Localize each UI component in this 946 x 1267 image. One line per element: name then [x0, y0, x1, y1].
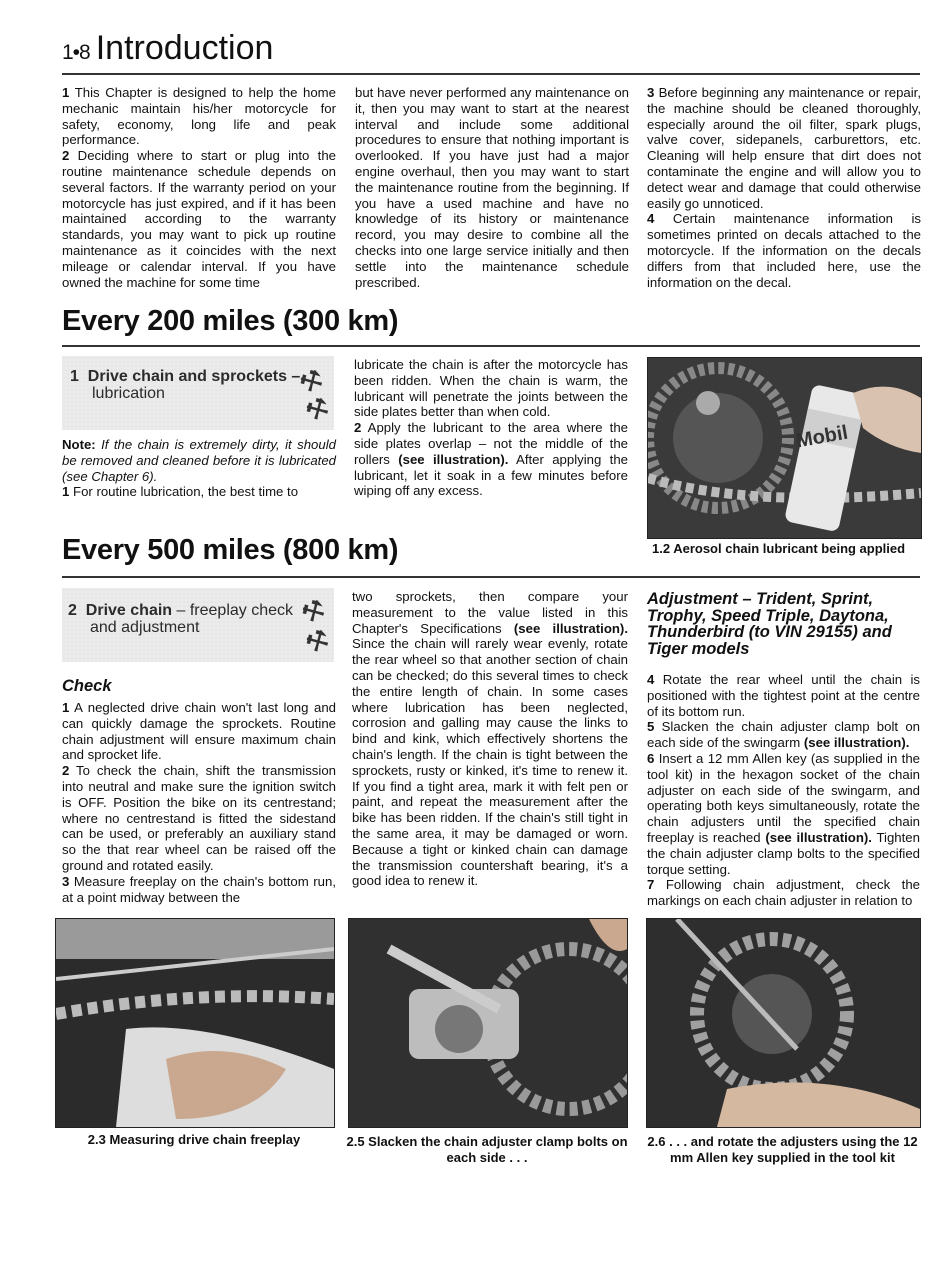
- task-1-title: 1 Drive chain and sprockets –: [70, 368, 301, 385]
- adjust-paragraph-7: 7 Following chain adjustment, check the markings on each chain adjuster in relation to: [647, 877, 920, 909]
- intro-paragraph-4: 4 Certain maintenance information is sometimes printed on decals attached to the motorcycle. If the information on the decals differs from that included here, use the information on the decal.: [647, 211, 921, 290]
- section-heading-500-miles: Every 500 miles (800 km): [62, 534, 399, 566]
- photo-slacken-clamp-bolts: [348, 918, 628, 1128]
- spanner-rating-icon-2: ⚒: [299, 390, 336, 428]
- section-heading-200-miles: Every 200 miles (300 km): [62, 305, 399, 337]
- page-number: 1•8: [62, 41, 90, 64]
- section1-paragraph-1: 1 For routine lubrication, the best time to: [62, 484, 299, 500]
- section2-column-3: [647, 672, 920, 909]
- task-2-title: 2 Drive chain – freeplay check: [68, 602, 294, 619]
- check-paragraph-2: 2 To check the chain, shift the transmission into neutral and make sure the ignition switch is OFF. Position the bike on its centrestand; where no centrestand is fitted the sidestand can be used, or preferably an auxiliary stand so the that rear wheel can be raised off the ground and rotated easily.: [62, 763, 336, 873]
- spanner-rating-icon: ⚒: [293, 362, 330, 400]
- section2-column-1: [62, 700, 336, 905]
- spanner-rating-icon-3: ⚒: [295, 592, 332, 630]
- intro-paragraph-1: 1 This Chapter is designed to help the home mechanic maintain his/her motorcycle for safety, economy, long life and peak performance.: [62, 85, 336, 148]
- photo-rotate-adjusters: [646, 918, 921, 1128]
- section1-column-1: [62, 437, 336, 500]
- header-rule: [62, 73, 920, 75]
- section1-note: Note: If the chain is extremely dirty, it should be removed and cleaned before it is lubricated (see Chapter 6).: [62, 437, 336, 484]
- photo-illustration-3: [349, 919, 627, 1127]
- caption-2-3: 2.3 Measuring drive chain freeplay: [87, 1132, 301, 1147]
- intro-paragraph-2: 2 Deciding where to start or plug into the routine maintenance schedule depends on several factors. If the warranty period on your motorcycle has just expired, and if it has been maintained according to the warranty standards, you may want to pick up routine maintenance as it coincides with the next mileage or calendar interval. If you have owned the machine for some time: [62, 148, 337, 290]
- photo-illustration: [648, 358, 921, 538]
- section1-rule: [62, 345, 920, 347]
- photo-measuring-freeplay: [55, 918, 335, 1128]
- intro-paragraph-2-cont: but have never performed any maintenance on it, then you may want to start at the nearest interval and include some additional procedures to ensure that nothing important is overlooked. If you have just had a major engine overhaul, then you may want to start the maintenance routine from the beginning. If you have a used machine and have no knowledge of its history or maintenance record, you may desire to combine all the checks into one large service initially and then settle into the maintenance schedule prescribed.: [355, 85, 629, 290]
- task-2-subtitle: and adjustment: [90, 619, 200, 636]
- task-box-1: [62, 356, 334, 430]
- check-paragraph-3-cont: two sprockets, then compare your measurement to the value listed in this Chapter's Specifications (see illustration). Since the chain will rarely wear evenly, rotate the rear wheel so that another section of chain can be checked; do this several times to check the entire length of chain. In some cases where lubrication has been neglected, corrosion and galling may cause the links to bind and kink, which effectively shortens the chain's length. If the chain is tight between the sprockets, rusty or kinked, it's time to renew it. If you find a tight area, mark it with felt pen or paint, and repeat the measurement after the bike has been ridden. If the chain's still tight in the same area, it may be damaged or worn. Because a tight or kinked chain can damage the transmission countershaft bearing, it's a good idea to renew it.: [352, 589, 628, 889]
- section2-rule: [62, 576, 920, 578]
- section1-paragraph-1-cont: lubricate the chain is after the motorcycle has been ridden. When the chain is warm, the lubricant will penetrate the joints between the side plates better than when cold.: [354, 357, 628, 420]
- check-heading: Check: [62, 677, 112, 695]
- page-title: Introduction: [95, 29, 274, 67]
- intro-column-3: [647, 85, 921, 290]
- caption-2-6: 2.6 . . . and rotate the adjusters using the 12 mm Allen key supplied in the tool kit: [647, 1134, 918, 1165]
- page-header: [62, 28, 273, 73]
- intro-column-2: [355, 85, 629, 290]
- aerosol-can-label: Mobil: [794, 421, 850, 453]
- task-box-2: [62, 588, 334, 662]
- photo-chain-lubricant: [647, 357, 922, 539]
- check-paragraph-3: 3 Measure freeplay on the chain's bottom run, at a point midway between the: [62, 873, 336, 905]
- adjustment-heading: Adjustment – Trident, Sprint, Trophy, Speed Triple, Daytona, Thunderbird (to VIN 29155) and Tiger models: [647, 590, 892, 658]
- check-paragraph-1: 1 A neglected drive chain won't last long and can quickly damage the sprockets. Routine chain adjustment will ensure maximum chain and sprocket life.: [62, 700, 336, 763]
- caption-1-2: 1.2 Aerosol chain lubricant being applied: [652, 541, 906, 556]
- spanner-rating-icon-4: ⚒: [299, 622, 336, 660]
- intro-paragraph-3: 3 Before beginning any maintenance or repair, the machine should be cleaned thoroughly, especially around the oil filter, spark plugs, valve cover, sidepanels, carburettors, etc. Cleaning will help ensure that dirt does not contaminate the engine and will allow you to detect wear and damage that could otherwise easily go unnoticed.: [647, 85, 921, 211]
- adjust-paragraph-4: 4 Rotate the rear wheel until the chain is positioned with the tightest point at the centre of its bottom run.: [647, 672, 920, 719]
- task-1-subtitle: lubrication: [92, 385, 165, 402]
- photo-illustration-4: [647, 919, 920, 1127]
- section1-column-2: [354, 357, 628, 499]
- section2-column-2: [352, 589, 628, 889]
- adjust-paragraph-5: 5 Slacken the chain adjuster clamp bolt on each side of the swingarm (see illustration).: [647, 719, 920, 751]
- section1-paragraph-2: 2 Apply the lubricant to the area where the side plates overlap – not the middle of the rollers (see illustration). After applying the lubricant, let it soak in a few minutes before wiping off any excess.: [354, 420, 629, 499]
- caption-2-5: 2.5 Slacken the chain adjuster clamp bolts on each side . . .: [346, 1134, 628, 1165]
- adjust-paragraph-6: 6 Insert a 12 mm Allen key (as supplied in the tool kit) in the hexagon socket of the chain adjuster on each side of the swingarm, and operating both keys simultaneously, rotate the chain adjusters until the specified chain freeplay is reached (see illustration). Tighten the chain adjuster clamp bolts to the specified torque setting.: [647, 750, 920, 877]
- photo-illustration-2: [56, 919, 334, 1127]
- intro-column-1: [62, 85, 336, 290]
